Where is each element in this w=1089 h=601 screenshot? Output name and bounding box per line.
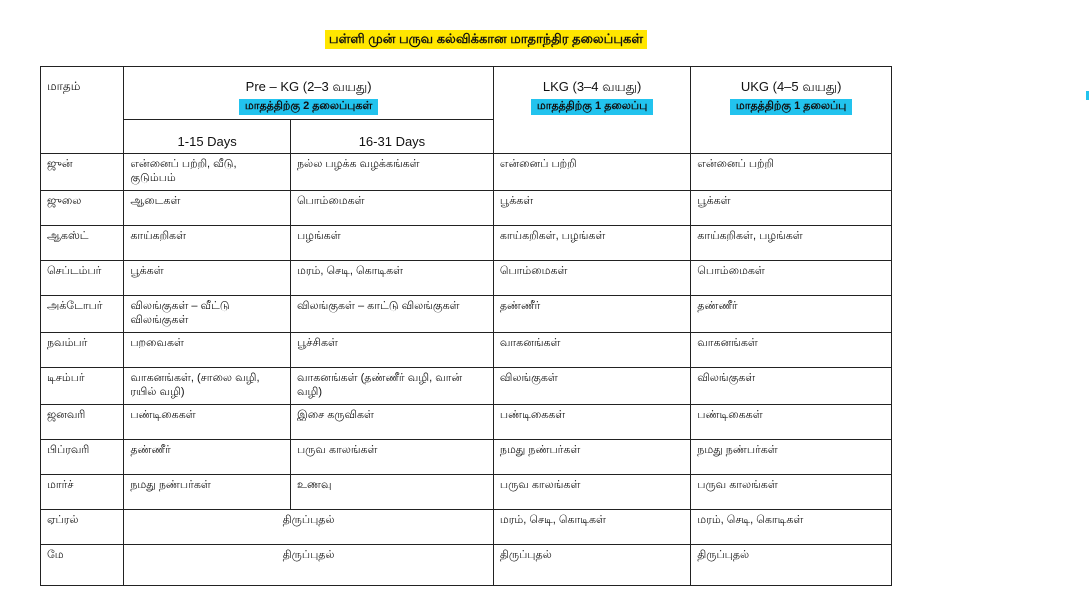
prekg-days2-cell: வாகனங்கள் (தண்ணீர் வழி, வான் வழி) — [291, 368, 494, 405]
prekg-days2-cell: பருவ காலங்கள் — [291, 440, 494, 475]
month-cell: ஜுன் — [41, 154, 124, 191]
lkg-cell: மரம், செடி, கொடிகள் — [493, 510, 690, 545]
ukg-cell: திருப்புதல் — [691, 545, 892, 586]
ukg-cell: காய்கறிகள், பழங்கள் — [691, 226, 892, 261]
table-row — [41, 191, 892, 226]
lkg-cell: காய்கறிகள், பழங்கள் — [493, 226, 690, 261]
prekg-days2-cell: பழங்கள் — [291, 226, 494, 261]
prekg-days1-cell: வாகனங்கள், (சாலை வழி, ரயில் வழி) — [124, 368, 291, 405]
month-cell: மார்ச் — [41, 475, 124, 510]
prekg-days2-cell: பூச்சிகள் — [291, 333, 494, 368]
month-cell: மே — [41, 545, 124, 586]
ukg-cell: நமது நண்பர்கள் — [691, 440, 892, 475]
prekg-merged-cell: திருப்புதல் — [124, 510, 494, 545]
table-row — [41, 510, 892, 545]
header-days-2: 16-31 Days — [291, 120, 494, 154]
table-row — [41, 475, 892, 510]
table-row — [41, 545, 892, 586]
lkg-cell: தண்ணீர் — [493, 296, 690, 333]
prekg-days1-cell: தண்ணீர் — [124, 440, 291, 475]
lkg-cell: வாகனங்கள் — [493, 333, 690, 368]
prekg-days2-cell: உணவு — [291, 475, 494, 510]
prekg-days1-cell: விலங்குகள் – வீட்டு விலங்குகள் — [124, 296, 291, 333]
header-days-1: 1-15 Days — [124, 120, 291, 154]
prekg-title: Pre – KG (2–3 வயது) — [245, 79, 372, 94]
month-cell: ஆகஸ்ட் — [41, 226, 124, 261]
ukg-cell: என்னைப் பற்றி — [691, 154, 892, 191]
ukg-cell: விலங்குகள் — [691, 368, 892, 405]
prekg-sub: மாதத்திற்கு 2 தலைப்புகள் — [239, 99, 378, 115]
lkg-cell: பண்டிகைகள் — [493, 405, 690, 440]
header-lkg — [493, 67, 690, 154]
ukg-cell: பண்டிகைகள் — [691, 405, 892, 440]
prekg-days2-cell: இசை கருவிகள் — [291, 405, 494, 440]
month-cell: ஜுலை — [41, 191, 124, 226]
month-cell: ஜனவரி — [41, 405, 124, 440]
month-cell: ஏப்ரல் — [41, 510, 124, 545]
table-row — [41, 261, 892, 296]
ukg-cell: பருவ காலங்கள் — [691, 475, 892, 510]
prekg-days2-cell: விலங்குகள் – காட்டு விலங்குகள் — [291, 296, 494, 333]
lkg-cell: திருப்புதல் — [493, 545, 690, 586]
month-cell: செப்டம்பர் — [41, 261, 124, 296]
prekg-days1-cell: காய்கறிகள் — [124, 226, 291, 261]
ukg-cell: பூக்கள் — [691, 191, 892, 226]
month-cell: டிசம்பர் — [41, 368, 124, 405]
table-row — [41, 368, 892, 405]
page-title: பள்ளி முன் பருவ கல்விக்கான மாதாந்திர தலைப்புகள் — [325, 30, 647, 49]
monthly-topics-table — [40, 66, 892, 586]
prekg-days1-cell: பறவைகள் — [124, 333, 291, 368]
ukg-cell: வாகனங்கள் — [691, 333, 892, 368]
header-row — [41, 67, 892, 120]
ukg-title: UKG (4–5 வயது) — [740, 79, 842, 94]
lkg-cell: விலங்குகள் — [493, 368, 690, 405]
prekg-days2-cell: பொம்மைகள் — [291, 191, 494, 226]
header-ukg — [691, 67, 892, 154]
month-cell: பிப்ரவரி — [41, 440, 124, 475]
table-row — [41, 154, 892, 191]
prekg-days2-cell: மரம், செடி, கொடிகள் — [291, 261, 494, 296]
prekg-days1-cell: என்னைப் பற்றி, வீடு, குடும்பம் — [124, 154, 291, 191]
month-cell: அக்டோபர் — [41, 296, 124, 333]
header-prekg — [124, 67, 494, 120]
ukg-cell: மரம், செடி, கொடிகள் — [691, 510, 892, 545]
ukg-sub: மாதத்திற்கு 1 தலைப்பு — [730, 99, 852, 115]
lkg-cell: பருவ காலங்கள் — [493, 475, 690, 510]
ukg-cell: தண்ணீர் — [691, 296, 892, 333]
prekg-days2-cell: நல்ல பழக்க வழக்கங்கள் — [291, 154, 494, 191]
table-row — [41, 296, 892, 333]
month-cell: நவம்பர் — [41, 333, 124, 368]
title-wrap — [0, 30, 972, 49]
table-row — [41, 226, 892, 261]
lkg-cell: என்னைப் பற்றி — [493, 154, 690, 191]
prekg-merged-cell: திருப்புதல் — [124, 545, 494, 586]
prekg-days1-cell: பூக்கள் — [124, 261, 291, 296]
header-month: மாதம் — [41, 67, 124, 154]
prekg-days1-cell: நமது நண்பர்கள் — [124, 475, 291, 510]
ukg-cell: பொம்மைகள் — [691, 261, 892, 296]
lkg-cell: பூக்கள் — [493, 191, 690, 226]
prekg-days1-cell: பண்டிகைகள் — [124, 405, 291, 440]
lkg-sub: மாதத்திற்கு 1 தலைப்பு — [531, 99, 653, 115]
prekg-days1-cell: ஆடைகள் — [124, 191, 291, 226]
lkg-cell: நமது நண்பர்கள் — [493, 440, 690, 475]
lkg-cell: பொம்மைகள் — [493, 261, 690, 296]
table-row — [41, 333, 892, 368]
table-row — [41, 405, 892, 440]
table-row — [41, 440, 892, 475]
lkg-title: LKG (3–4 வயது) — [542, 79, 642, 94]
